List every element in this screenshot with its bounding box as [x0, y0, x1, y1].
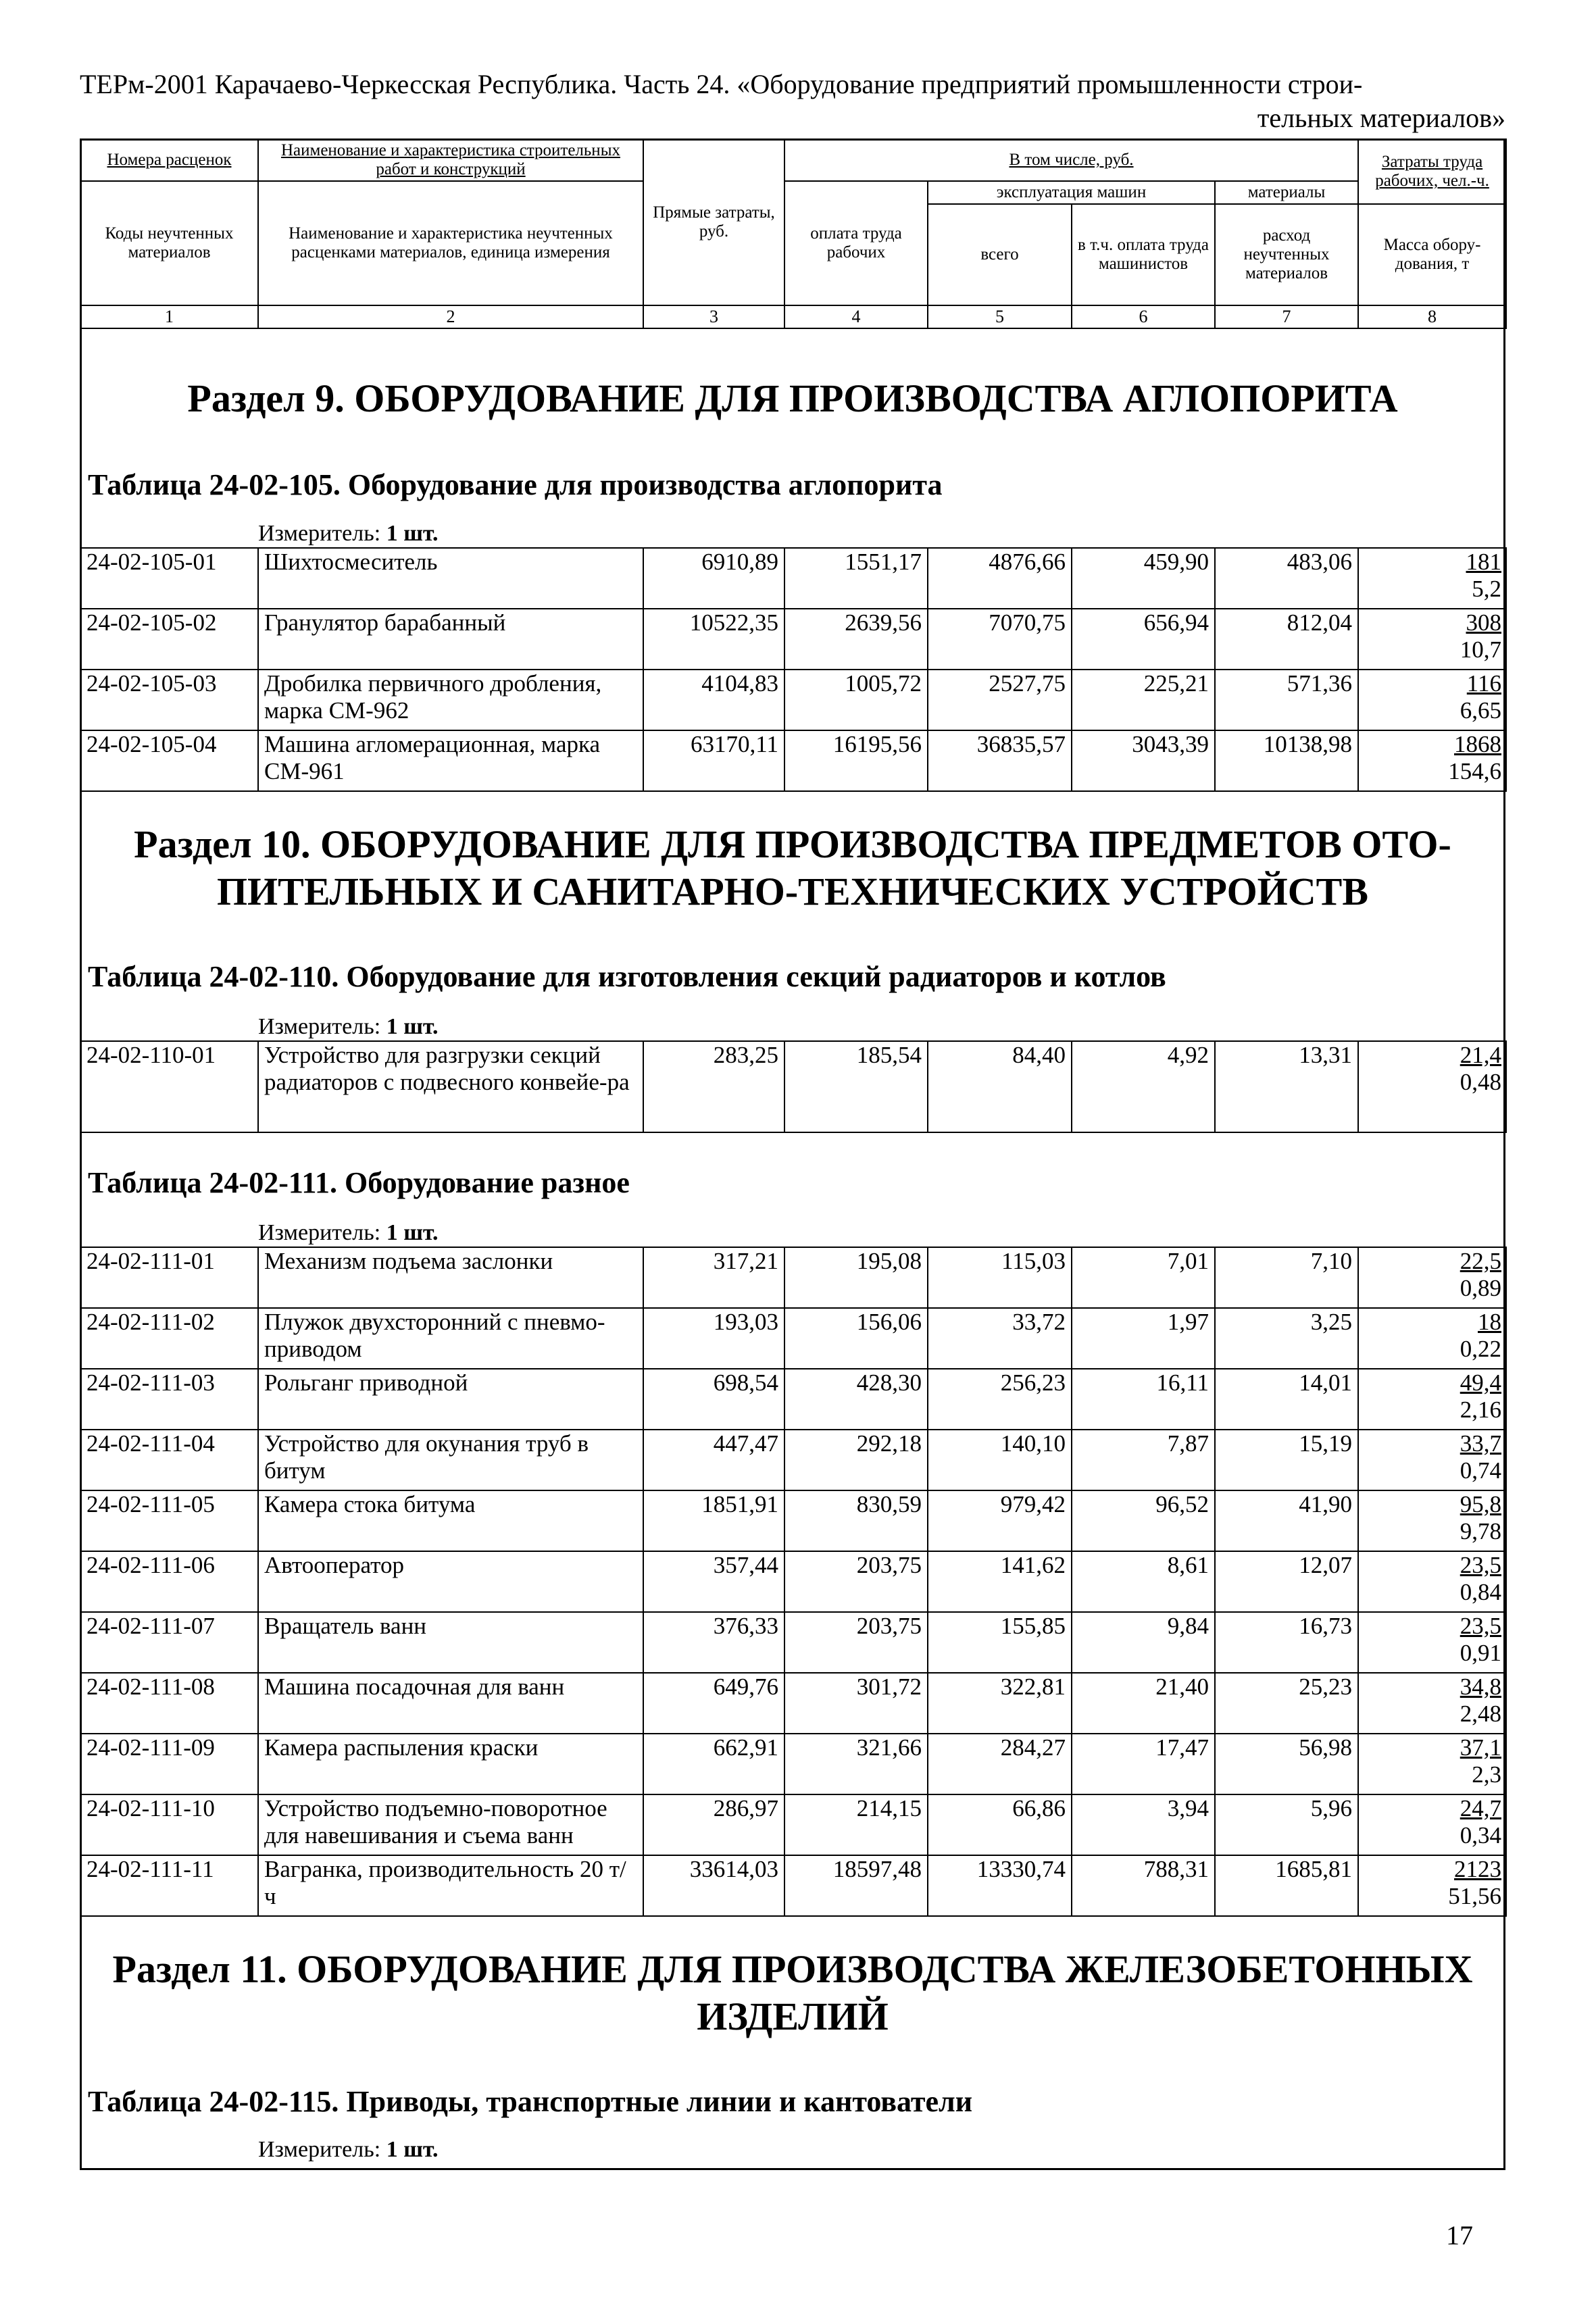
work-name-cell: Вращатель ванн: [258, 1612, 643, 1673]
labor-mass-cell: [1358, 1673, 1506, 1734]
labor-cost-value: 18: [1478, 1309, 1501, 1335]
operator-wages-cell: 96,52: [1072, 1490, 1215, 1551]
work-name-cell: Рольганг приводной: [258, 1369, 643, 1430]
direct-costs-cell: 1851,91: [643, 1490, 784, 1551]
labor-cost-value: 22,5: [1460, 1248, 1501, 1274]
labor-mass-cell: [1358, 548, 1506, 609]
section-11-title: [80, 1946, 1505, 2040]
worker-wages-cell: 292,18: [784, 1430, 928, 1490]
work-name-cell: Механизм подъема заслонки: [258, 1247, 643, 1308]
direct-costs-cell: 662,91: [643, 1734, 784, 1794]
worker-wages-cell: 214,15: [784, 1794, 928, 1855]
equipment-mass-value: 0,34: [1460, 1822, 1501, 1848]
worker-wages-cell: 185,54: [784, 1041, 928, 1132]
col-number: 8: [1358, 305, 1506, 328]
section-10-title-line-2: ПИТЕЛЬНЫХ И САНИТАРНО-ТЕХНИЧЕСКИХ УСТРОЙСТВ: [216, 870, 1369, 913]
table-row: [80, 1369, 1506, 1430]
rate-code-cell: 24-02-111-09: [80, 1734, 258, 1794]
operator-wages-cell: 21,40: [1072, 1673, 1215, 1734]
col7-header: расход неучтенных материалов: [1215, 204, 1358, 305]
labor-mass-cell: [1358, 1490, 1506, 1551]
operator-wages-cell: 4,92: [1072, 1041, 1215, 1132]
machine-costs-cell: 7070,75: [928, 609, 1072, 670]
machine-costs-cell: 115,03: [928, 1247, 1072, 1308]
machine-costs-cell: 979,42: [928, 1490, 1072, 1551]
labor-cost-value: 2123: [1454, 1856, 1501, 1882]
labor-mass-cell: [1358, 1369, 1506, 1430]
labor-mass-cell: [1358, 1308, 1506, 1369]
work-name-cell: Плужок двухсторонний с пневмо-приводом: [258, 1308, 643, 1369]
labor-cost-value: 33,7: [1460, 1430, 1501, 1457]
direct-costs-cell: 283,25: [643, 1041, 784, 1132]
materials-cell: 56,98: [1215, 1734, 1358, 1794]
table-105: [80, 547, 1507, 792]
work-name-cell: Вагранка, производительность 20 т/ч: [258, 1855, 643, 1916]
table-110-title: Таблица 24-02-110. Оборудование для изготовления секций радиаторов и котлов: [88, 960, 1166, 993]
work-name-cell: Устройство для окунания труб в битум: [258, 1430, 643, 1490]
operator-wages-cell: 16,11: [1072, 1369, 1215, 1430]
equipment-mass-value: 51,56: [1448, 1883, 1501, 1909]
materials-cell: 1685,81: [1215, 1855, 1358, 1916]
operator-wages-cell: 8,61: [1072, 1551, 1215, 1612]
rate-code-cell: 24-02-111-05: [80, 1490, 258, 1551]
worker-wages-cell: 195,08: [784, 1247, 928, 1308]
rate-code-cell: 24-02-111-08: [80, 1673, 258, 1734]
measure-111: [258, 1219, 439, 1247]
direct-costs-cell: 63170,11: [643, 730, 784, 791]
rate-code-cell: 24-02-111-01: [80, 1247, 258, 1308]
rate-code-cell: 24-02-105-03: [80, 670, 258, 730]
section-10-title: [80, 821, 1505, 915]
header-line-1: ТЕРм-2001 Карачаево-Черкесская Республика. Часть 24. «Оборудование предприятий промышленности строи-: [80, 69, 1363, 99]
labor-mass-cell: [1358, 670, 1506, 730]
work-name-cell: Автооператор: [258, 1551, 643, 1612]
worker-wages-cell: 18597,48: [784, 1855, 928, 1916]
direct-costs-cell: 317,21: [643, 1247, 784, 1308]
direct-costs-cell: 33614,03: [643, 1855, 784, 1916]
table-row: [80, 1794, 1506, 1855]
operator-wages-cell: 1,97: [1072, 1308, 1215, 1369]
equipment-mass-value: 6,65: [1460, 697, 1501, 724]
group-header: В том числе, руб.: [784, 139, 1358, 181]
materials-cell: 5,96: [1215, 1794, 1358, 1855]
labor-cost-value: 116: [1466, 670, 1501, 697]
col8-header-top: Затраты труда рабочих, чел.-ч.: [1358, 139, 1506, 204]
col4-header: оплата труда рабочих: [784, 181, 928, 305]
machines-header: эксплуатация машин: [928, 181, 1215, 204]
table-row: [80, 609, 1506, 670]
worker-wages-cell: 301,72: [784, 1673, 928, 1734]
machine-costs-cell: 256,23: [928, 1369, 1072, 1430]
direct-costs-cell: 357,44: [643, 1551, 784, 1612]
operator-wages-cell: 656,94: [1072, 609, 1215, 670]
work-name-cell: Машина агломерационная, марка СМ-961: [258, 730, 643, 791]
table-row: [80, 1673, 1506, 1734]
column-header-table: [80, 139, 1507, 329]
table-row: [80, 1308, 1506, 1369]
equipment-mass-value: 10,7: [1460, 636, 1501, 663]
rate-code-cell: 24-02-105-04: [80, 730, 258, 791]
operator-wages-cell: 17,47: [1072, 1734, 1215, 1794]
materials-cell: 12,07: [1215, 1551, 1358, 1612]
measure-value: 1 шт.: [386, 521, 439, 546]
measure-value: 1 шт.: [386, 2137, 439, 2162]
table-row: [80, 1041, 1506, 1132]
labor-mass-cell: [1358, 1612, 1506, 1673]
section-11-title-line-1: Раздел 11. ОБОРУДОВАНИЕ ДЛЯ ПРОИЗВОДСТВА ЖЕЛЕЗОБЕТОННЫХ: [112, 1947, 1473, 1991]
equipment-mass-value: 0,22: [1460, 1336, 1501, 1362]
col8-header-bottom: Масса обору-дования, т: [1358, 204, 1506, 305]
machine-costs-cell: 284,27: [928, 1734, 1072, 1794]
worker-wages-cell: 203,75: [784, 1612, 928, 1673]
col-number: 1: [80, 305, 258, 328]
rate-code-cell: 24-02-111-04: [80, 1430, 258, 1490]
worker-wages-cell: 1551,17: [784, 548, 928, 609]
col6-header: в т.ч. оплата труда машинистов: [1072, 204, 1215, 305]
equipment-mass-value: 0,48: [1460, 1069, 1501, 1095]
equipment-mass-value: 2,16: [1460, 1397, 1501, 1423]
labor-cost-value: 24,7: [1460, 1795, 1501, 1821]
col2-header-top: Наименование и характеристика строительных работ и конструкций: [258, 139, 643, 181]
table-row: [80, 730, 1506, 791]
section-10-title-line-1: Раздел 10. ОБОРУДОВАНИЕ ДЛЯ ПРОИЗВОДСТВА ПРЕДМЕТОВ ОТО-: [134, 822, 1451, 866]
table-row: [80, 1430, 1506, 1490]
rate-code-cell: 24-02-111-07: [80, 1612, 258, 1673]
table-row: [80, 1247, 1506, 1308]
operator-wages-cell: 7,01: [1072, 1247, 1215, 1308]
rate-code-cell: 24-02-110-01: [80, 1041, 258, 1132]
equipment-mass-value: 5,2: [1472, 576, 1501, 602]
rate-code-cell: 24-02-111-02: [80, 1308, 258, 1369]
table-row: [80, 548, 1506, 609]
machine-costs-cell: 66,86: [928, 1794, 1072, 1855]
table-115-title: Таблица 24-02-115. Приводы, транспортные линии и кантователи: [88, 2085, 973, 2118]
table-105-title: Таблица 24-02-105. Оборудование для производства аглопорита: [88, 468, 943, 501]
operator-wages-cell: 225,21: [1072, 670, 1215, 730]
equipment-mass-value: 154,6: [1448, 758, 1501, 784]
direct-costs-cell: 286,97: [643, 1794, 784, 1855]
materials-header: материалы: [1215, 181, 1358, 204]
labor-mass-cell: [1358, 1041, 1506, 1132]
machine-costs-cell: 13330,74: [928, 1855, 1072, 1916]
machine-costs-cell: 140,10: [928, 1430, 1072, 1490]
worker-wages-cell: 1005,72: [784, 670, 928, 730]
col-number: 4: [784, 305, 928, 328]
materials-cell: 3,25: [1215, 1308, 1358, 1369]
labor-mass-cell: [1358, 1247, 1506, 1308]
labor-cost-value: 21,4: [1460, 1042, 1501, 1068]
materials-cell: 16,73: [1215, 1612, 1358, 1673]
measure-105: [258, 520, 439, 547]
materials-cell: 571,36: [1215, 670, 1358, 730]
materials-cell: 41,90: [1215, 1490, 1358, 1551]
rate-code-cell: 24-02-111-11: [80, 1855, 258, 1916]
col3-header: Прямые затраты, руб.: [643, 139, 784, 305]
machine-costs-cell: 84,40: [928, 1041, 1072, 1132]
operator-wages-cell: 9,84: [1072, 1612, 1215, 1673]
machine-costs-cell: 155,85: [928, 1612, 1072, 1673]
col-number: 3: [643, 305, 784, 328]
col-number: 5: [928, 305, 1072, 328]
col-number: 2: [258, 305, 643, 328]
labor-cost-value: 34,8: [1460, 1674, 1501, 1700]
operator-wages-cell: 459,90: [1072, 548, 1215, 609]
col2-header-bottom: Наименование и характеристика неучтенных расценками материалов, единица измерения: [258, 181, 643, 305]
materials-cell: 14,01: [1215, 1369, 1358, 1430]
work-name-cell: Камера распыления краски: [258, 1734, 643, 1794]
labor-mass-cell: [1358, 609, 1506, 670]
equipment-mass-value: 0,84: [1460, 1579, 1501, 1605]
operator-wages-cell: 3,94: [1072, 1794, 1215, 1855]
worker-wages-cell: 16195,56: [784, 730, 928, 791]
worker-wages-cell: 428,30: [784, 1369, 928, 1430]
work-name-cell: Устройство для разгрузки секций радиаторов с подвесного конвейе-ра: [258, 1041, 643, 1132]
table-111-title: Таблица 24-02-111. Оборудование разное: [88, 1166, 630, 1199]
measure-value: 1 шт.: [386, 1014, 439, 1039]
table-row: [80, 1734, 1506, 1794]
labor-cost-value: 95,8: [1460, 1491, 1501, 1517]
table-row: [80, 1855, 1506, 1916]
materials-cell: 10138,98: [1215, 730, 1358, 791]
labor-mass-cell: [1358, 1430, 1506, 1490]
labor-mass-cell: [1358, 1734, 1506, 1794]
table-row: [80, 1612, 1506, 1673]
materials-cell: 15,19: [1215, 1430, 1358, 1490]
equipment-mass-value: 2,48: [1460, 1701, 1501, 1727]
work-name-cell: Дробилка первичного дробления, марка СМ-962: [258, 670, 643, 730]
rate-code-cell: 24-02-111-06: [80, 1551, 258, 1612]
worker-wages-cell: 2639,56: [784, 609, 928, 670]
rate-code-cell: 24-02-111-10: [80, 1794, 258, 1855]
worker-wages-cell: 830,59: [784, 1490, 928, 1551]
col1-header-top: Номера расценок: [80, 139, 258, 181]
section-9-title: Раздел 9. ОБОРУДОВАНИЕ ДЛЯ ПРОИЗВОДСТВА АГЛОПОРИТА: [187, 376, 1398, 420]
operator-wages-cell: 788,31: [1072, 1855, 1215, 1916]
col1-header-bottom: Коды неучтенных материалов: [80, 181, 258, 305]
rate-code-cell: 24-02-111-03: [80, 1369, 258, 1430]
machine-costs-cell: 141,62: [928, 1551, 1072, 1612]
labor-cost-value: 37,1: [1460, 1734, 1501, 1761]
table-111: [80, 1247, 1507, 1917]
labor-mass-cell: [1358, 1551, 1506, 1612]
measure-label: Измеритель:: [258, 1014, 381, 1039]
labor-cost-value: 23,5: [1460, 1552, 1501, 1578]
rate-code-cell: 24-02-105-02: [80, 609, 258, 670]
worker-wages-cell: 203,75: [784, 1551, 928, 1612]
labor-cost-value: 1868: [1454, 731, 1501, 757]
table-row: [80, 670, 1506, 730]
machine-costs-cell: 33,72: [928, 1308, 1072, 1369]
rate-code-cell: 24-02-105-01: [80, 548, 258, 609]
measure-label: Измеритель:: [258, 2137, 381, 2162]
operator-wages-cell: 3043,39: [1072, 730, 1215, 791]
labor-mass-cell: [1358, 1855, 1506, 1916]
direct-costs-cell: 376,33: [643, 1612, 784, 1673]
labor-cost-value: 23,5: [1460, 1613, 1501, 1639]
table-row: [80, 1551, 1506, 1612]
measure-110: [258, 1013, 439, 1040]
direct-costs-cell: 193,03: [643, 1308, 784, 1369]
equipment-mass-value: 2,3: [1472, 1761, 1501, 1788]
direct-costs-cell: 4104,83: [643, 670, 784, 730]
equipment-mass-value: 0,74: [1460, 1457, 1501, 1484]
work-name-cell: Гранулятор барабанный: [258, 609, 643, 670]
machine-costs-cell: 322,81: [928, 1673, 1072, 1734]
materials-cell: 812,04: [1215, 609, 1358, 670]
labor-cost-value: 308: [1466, 609, 1501, 636]
measure-115: [258, 2136, 439, 2163]
work-name-cell: Камера стока битума: [258, 1490, 643, 1551]
worker-wages-cell: 321,66: [784, 1734, 928, 1794]
direct-costs-cell: 649,76: [643, 1673, 784, 1734]
labor-mass-cell: [1358, 1794, 1506, 1855]
header-line-2: тельных материалов»: [1257, 103, 1505, 133]
direct-costs-cell: 10522,35: [643, 609, 784, 670]
materials-cell: 483,06: [1215, 548, 1358, 609]
equipment-mass-value: 0,89: [1460, 1275, 1501, 1301]
machine-costs-cell: 2527,75: [928, 670, 1072, 730]
operator-wages-cell: 7,87: [1072, 1430, 1215, 1490]
machine-costs-cell: 4876,66: [928, 548, 1072, 609]
page-number: 17: [1446, 2220, 1473, 2250]
work-name-cell: Шихтосмеситель: [258, 548, 643, 609]
running-header: [80, 68, 1505, 135]
work-name-cell: Устройство подъемно-поворотное для навешивания и съема ванн: [258, 1794, 643, 1855]
equipment-mass-value: 9,78: [1460, 1518, 1501, 1544]
materials-cell: 7,10: [1215, 1247, 1358, 1308]
materials-cell: 25,23: [1215, 1673, 1358, 1734]
measure-label: Измеритель:: [258, 521, 381, 546]
measure-value: 1 шт.: [386, 1220, 439, 1245]
col-number: 7: [1215, 305, 1358, 328]
table-row: [80, 1490, 1506, 1551]
section-11-title-line-2: ИЗДЕЛИЙ: [697, 1994, 889, 2038]
col5-header: всего: [928, 204, 1072, 305]
table-110: [80, 1040, 1507, 1133]
labor-cost-value: 181: [1466, 549, 1501, 575]
machine-costs-cell: 36835,57: [928, 730, 1072, 791]
measure-label: Измеритель:: [258, 1220, 381, 1245]
work-name-cell: Машина посадочная для ванн: [258, 1673, 643, 1734]
worker-wages-cell: 156,06: [784, 1308, 928, 1369]
col-number: 6: [1072, 305, 1215, 328]
materials-cell: 13,31: [1215, 1041, 1358, 1132]
equipment-mass-value: 0,91: [1460, 1640, 1501, 1666]
labor-mass-cell: [1358, 730, 1506, 791]
direct-costs-cell: 447,47: [643, 1430, 784, 1490]
direct-costs-cell: 698,54: [643, 1369, 784, 1430]
labor-cost-value: 49,4: [1460, 1369, 1501, 1396]
direct-costs-cell: 6910,89: [643, 548, 784, 609]
